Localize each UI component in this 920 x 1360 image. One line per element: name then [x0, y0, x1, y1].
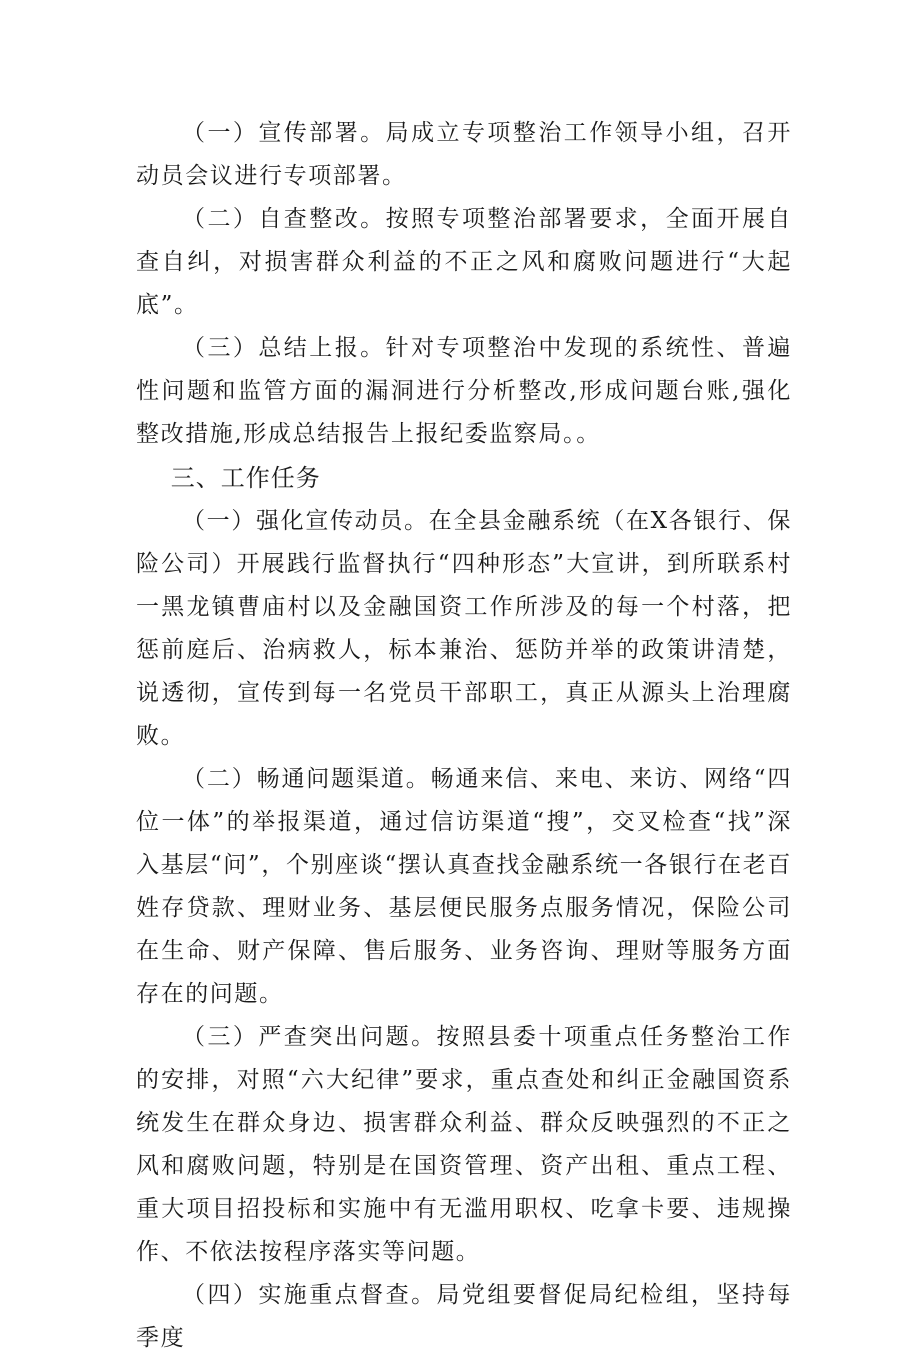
paragraph-strengthen-publicity: （一）强化宣传动员。在全县金融系统（在X各银行、保险公司）开展践行监督执行“四种形态”大宣讲，到所联系村一黑龙镇曹庙村以及金融国资工作所涉及的每一个村落，把惩前庭后、治病救人，标本兼治、惩防并举的政策讲清楚，说透彻，宣传到每一名党员干部职工，真正从源头上治理腐败。 [136, 508, 792, 749]
paragraph-key-supervision: （四）实施重点督查。局党组要督促局纪检组，坚持每季度 [136, 1282, 792, 1351]
paragraph-open-channels: （二）畅通问题渠道。畅通来信、来电、来访、网络“四位一体”的举报渠道，通过信访渠道“搜”，交叉检查“找”深入基层“问”，个别座谈“摆认真查找金融系统一各银行在老百姓存贷款、理财业务、基层便民服务点服务情况，保险公司在生命、财产保障、售后服务、业务咨询、理财等服务方面存在的问题。 [136, 766, 792, 1007]
paragraph-summary-report: （三）总结上报。针对专项整治中发现的系统性、普遍性问题和监管方面的漏洞进行分析整改,形成问题台账,强化整改措施,形成总结报告上报纪委监察局。。 [136, 335, 792, 447]
paragraph-self-inspection: （二）自查整改。按照专项整治部署要求，全面开展自查自纠，对损害群众利益的不正之风和腐败问题进行“大起底”。 [136, 206, 792, 318]
document-page [136, 112, 792, 1360]
section-heading-work-tasks: 三、工作任务 [170, 464, 321, 492]
paragraph-publicity-deployment: （一）宣传部署。局成立专项整治工作领导小组，召开动员会议进行专项部署。 [136, 120, 792, 189]
paragraph-investigate-issues: （三）严查突出问题。按照县委十项重点任务整治工作的安排，对照“六大纪律”要求，重点查处和纠正金融国资系统发生在群众身边、损害群众利益、群众反映强烈的不正之风和腐败问题，特别是在国资管理、资产出租、重点工程、重大项目招投标和实施中有无滥用职权、吃拿卡要、违规操作、不依法按程序落实等问题。 [136, 1024, 792, 1265]
